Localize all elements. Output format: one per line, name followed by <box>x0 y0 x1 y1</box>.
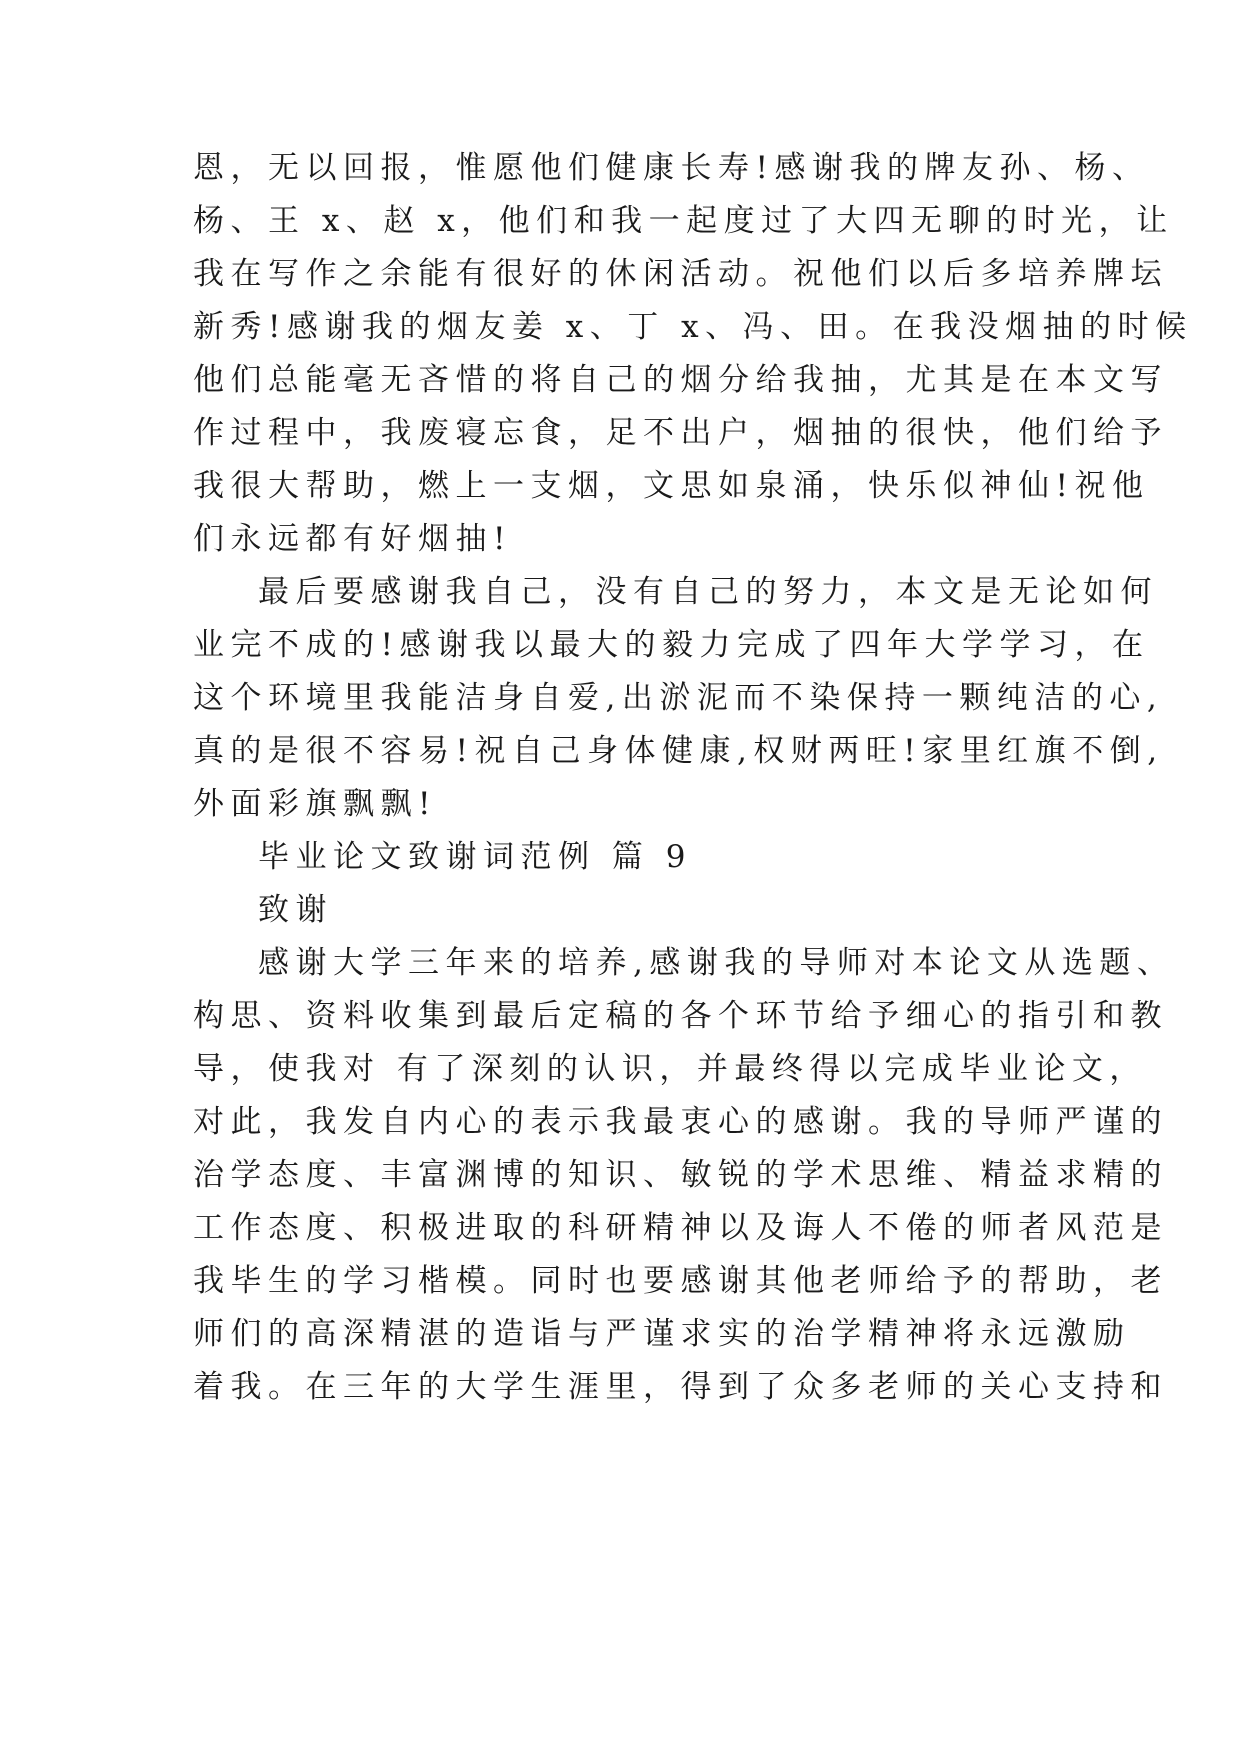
text-line: 对此，我发自内心的表示我最衷心的感谢。我的导师严谨的 <box>193 1104 1168 1140</box>
text-line: 治学态度、丰富渊博的知识、敏锐的学术思维、精益求精的 <box>193 1157 1168 1193</box>
text-line: 真的是很不容易!祝自己身体健康,权财两旺!家里红旗不倒, <box>193 733 1164 769</box>
text-line: 工作态度、积极进取的科研精神以及诲人不倦的师者风范是 <box>193 1210 1168 1246</box>
text-line: 最后要感谢我自己，没有自己的努力，本文是无论如何 <box>258 574 1158 610</box>
text-line: 这个环境里我能洁身自爱,出淤泥而不染保持一颗纯洁的心, <box>193 680 1164 716</box>
text-line: 我毕生的学习楷模。同时也要感谢其他老师给予的帮助，老 <box>193 1263 1168 1299</box>
text-line: 我在写作之余能有很好的休闲活动。祝他们以后多培养牌坛 <box>193 256 1168 292</box>
text-line: 着我。在三年的大学生涯里，得到了众多老师的关心支持和 <box>193 1369 1168 1405</box>
text-line: 们永远都有好烟抽! <box>193 521 512 557</box>
text-line: 师们的高深精湛的造诣与严谨求实的治学精神将永远激励 <box>193 1316 1131 1352</box>
text-line: 他们总能毫无吝惜的将自己的烟分给我抽，尤其是在本文写 <box>193 362 1168 398</box>
text-line: 导，使我对 有了深刻的认识，并最终得以完成毕业论文， <box>193 1051 1147 1087</box>
text-line: 业完不成的!感谢我以最大的毅力完成了四年大学学习，在 <box>193 627 1150 663</box>
section-heading: 毕业论文致谢词范例 篇 9 <box>258 839 692 875</box>
text-line: 恩，无以回报，惟愿他们健康长寿!感谢我的牌友孙、杨、 <box>193 150 1150 186</box>
text-line: 感谢大学三年来的培养,感谢我的导师对本论文从选题、 <box>258 945 1175 981</box>
text-line: 新秀!感谢我的烟友姜 x、丁 x、冯、田。在我没烟抽的时候 <box>193 309 1193 345</box>
text-line: 构思、资料收集到最后定稿的各个环节给予细心的指引和教 <box>193 998 1168 1034</box>
subheading: 致谢 <box>258 892 333 928</box>
text-line: 杨、王 x、赵 x，他们和我一起度过了大四无聊的时光，让 <box>193 203 1174 239</box>
text-line: 外面彩旗飘飘! <box>193 786 437 822</box>
text-line: 我很大帮助，燃上一支烟，文思如泉涌，快乐似神仙!祝他 <box>193 468 1150 504</box>
text-line: 作过程中，我废寝忘食，足不出户，烟抽的很快，他们给予 <box>193 415 1168 451</box>
